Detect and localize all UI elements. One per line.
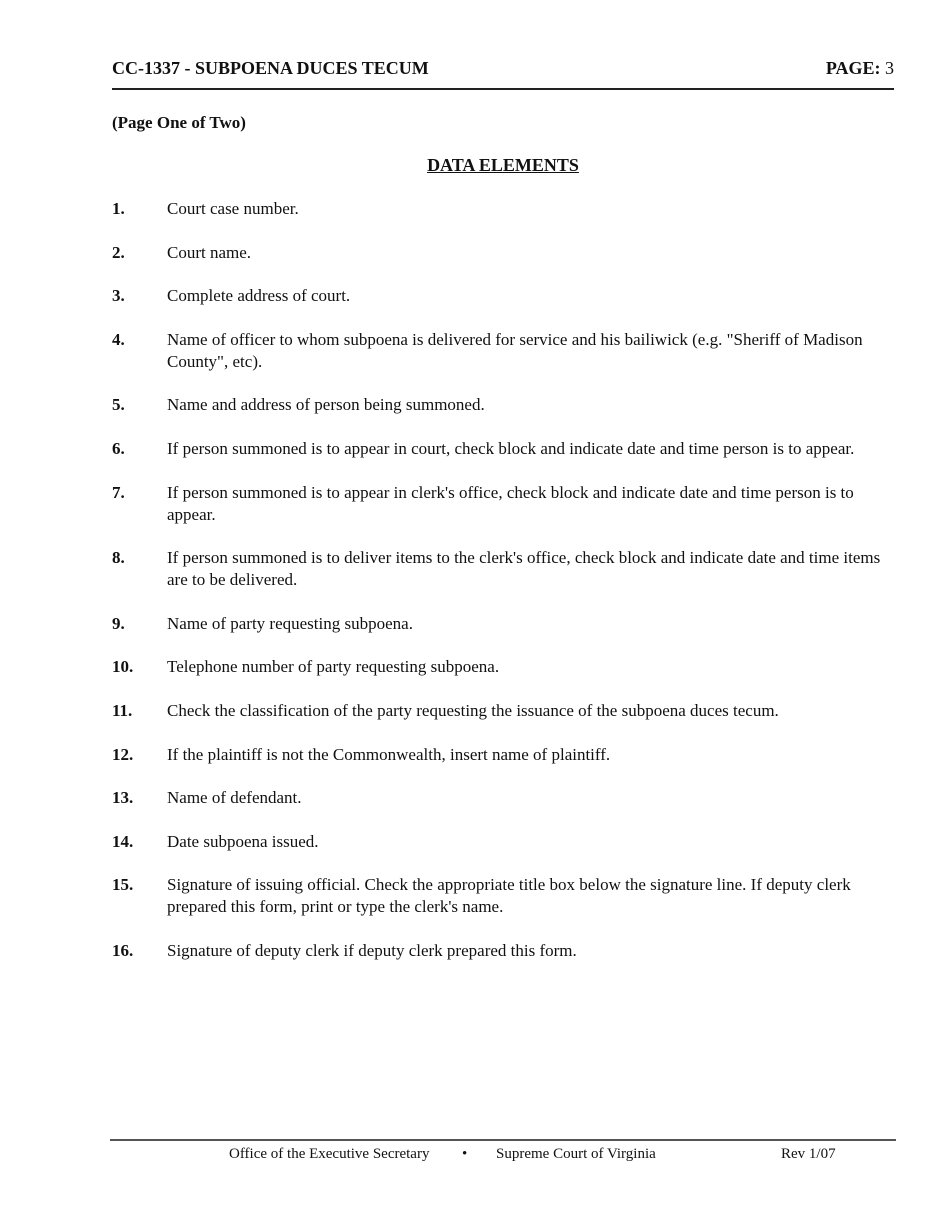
item-number: 14. (112, 831, 134, 851)
page-header (112, 56, 894, 90)
item-text: If person summoned is to deliver items to the clerk's office, check block and indicate date and time items are to be delivered. (167, 548, 881, 590)
page-footer (0, 1145, 950, 1165)
list-item (112, 700, 892, 722)
item-number: 6. (112, 438, 125, 458)
item-text: Date subpoena issued. (167, 831, 319, 851)
section-title: DATA ELEMENTS (427, 155, 579, 175)
list-item (112, 744, 892, 766)
list-item (112, 613, 892, 635)
item-text: Name of defendant. (167, 788, 302, 808)
list-item (112, 482, 892, 526)
page-label: PAGE: (825, 58, 881, 78)
item-number: 7. (112, 482, 125, 502)
item-number: 13. (112, 788, 134, 808)
list-item (112, 394, 892, 416)
item-text: Name and address of person being summoned. (167, 395, 485, 415)
data-elements-list (112, 198, 892, 984)
page-number: 3 (885, 58, 894, 78)
list-item (112, 874, 892, 918)
item-number: 16. (112, 940, 134, 960)
footer-revision: Rev 1/07 (781, 1146, 836, 1162)
item-text: Court name. (167, 242, 252, 262)
list-item (112, 547, 892, 591)
footer-divider (110, 1139, 896, 1141)
item-number: 2. (112, 242, 125, 262)
list-item (112, 787, 892, 809)
list-item (112, 329, 892, 373)
item-number: 11. (112, 700, 133, 720)
list-item (112, 438, 892, 460)
item-text: Name of officer to whom subpoena is delivered for service and his bailiwick (e.g. "Sheriff of Madison County", etc). (167, 329, 863, 371)
item-text: Signature of issuing official. Check the appropriate title box below the signature line. If deputy clerk prepared this form, print or type the clerk's name. (167, 875, 851, 917)
footer-office: Office of the Executive Secretary (229, 1146, 430, 1162)
item-text: If person summoned is to appear in clerk's office, check block and indicate date and time person is to appear. (167, 482, 854, 524)
item-number: 5. (112, 395, 125, 415)
page-indicator (826, 56, 894, 80)
item-number: 3. (112, 286, 125, 306)
item-number: 12. (112, 744, 134, 764)
item-text: If person summoned is to appear in court, check block and indicate date and time person is to appear. (167, 438, 855, 458)
item-text: If the plaintiff is not the Commonwealth, insert name of plaintiff. (167, 744, 611, 764)
list-item (112, 198, 892, 220)
item-text: Check the classification of the party requesting the issuance of the subpoena duces tecum. (167, 700, 779, 720)
item-number: 9. (112, 613, 125, 633)
page-subtitle: (Page One of Two) (112, 113, 246, 132)
item-text: Complete address of court. (167, 286, 351, 306)
item-number: 8. (112, 548, 125, 568)
item-text: Court case number. (167, 199, 299, 218)
item-text: Signature of deputy clerk if deputy clerk prepared this form. (167, 940, 577, 960)
item-text: Name of party requesting subpoena. (167, 613, 413, 633)
footer-court: Supreme Court of Virginia (496, 1146, 656, 1162)
item-number: 4. (112, 329, 125, 349)
list-item (112, 285, 892, 307)
list-item (112, 831, 892, 853)
footer-bullet: • (462, 1146, 468, 1162)
item-number: 1. (112, 199, 125, 218)
item-number: 15. (112, 875, 134, 895)
item-text: Telephone number of party requesting subpoena. (167, 657, 500, 677)
item-number: 10. (112, 657, 134, 677)
form-title: CC-1337 - SUBPOENA DUCES TECUM (112, 58, 429, 78)
list-item (112, 656, 892, 678)
list-item (112, 242, 892, 264)
list-item (112, 940, 892, 962)
